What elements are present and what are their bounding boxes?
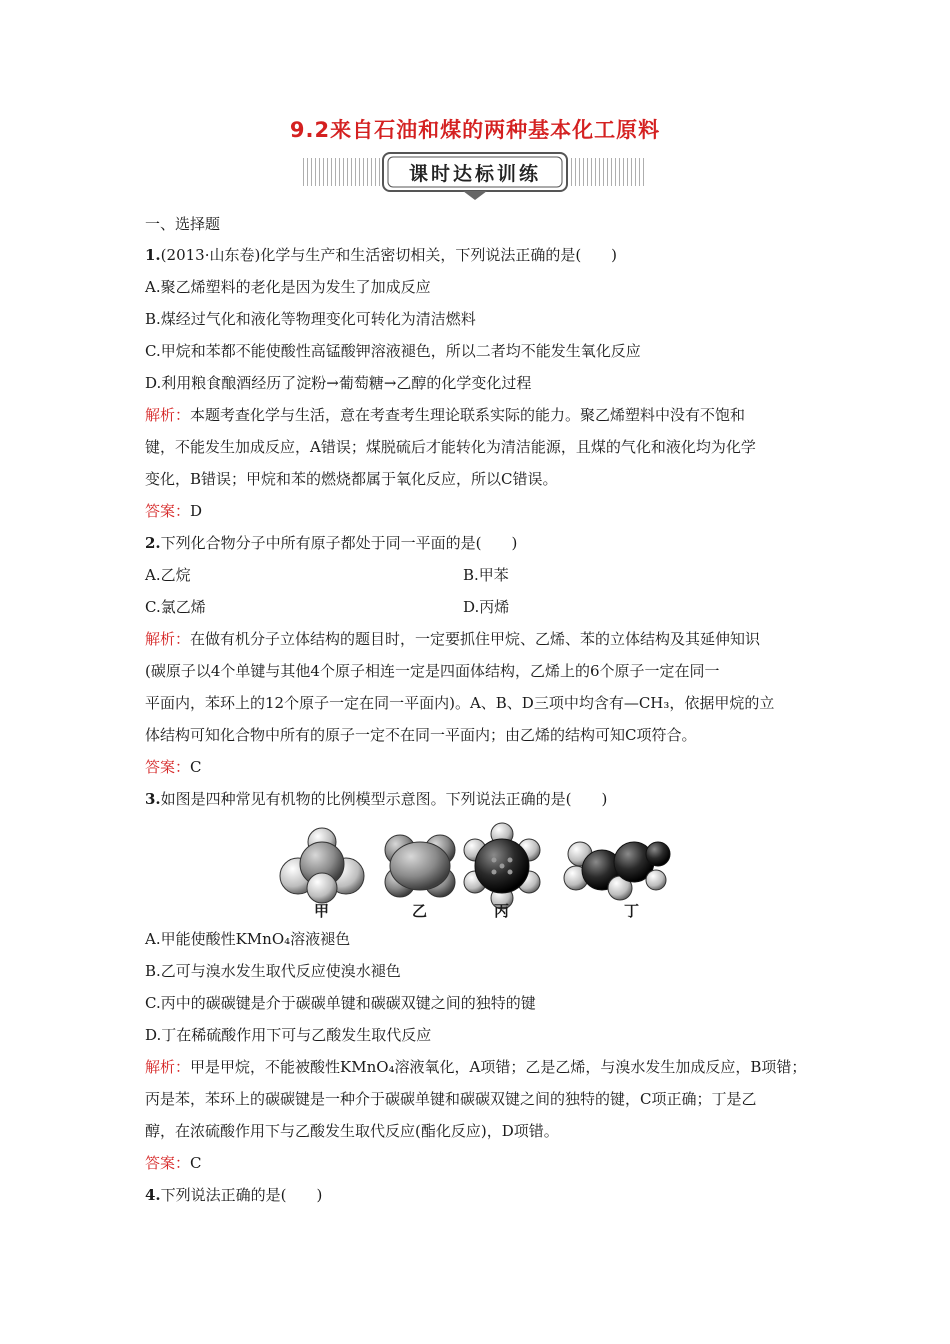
- q3-option-b: B.乙可与溴水发生取代反应使溴水褪色: [145, 962, 401, 980]
- q2-analysis-line-2: (碳原子以4个单键与其他4个原子相连一定是四面体结构，乙烯上的6个原子一定在同一: [145, 662, 720, 680]
- question-3-stem: 3.如图是四种常见有机物的比例模型示意图。下列说法正确的是( ): [145, 790, 608, 808]
- q2-analysis-line-1: 解析：在做有机分子立体结构的题目时，一定要抓住甲烷、乙烯、苯的立体结构及其延伸知识: [145, 630, 761, 648]
- q2-option-a: A.乙烷: [145, 566, 191, 584]
- q1-analysis-line-2: 键，不能发生加成反应，A错误；煤脱硫后才能转化为清洁能源，且煤的气化和液化均为化学: [145, 438, 756, 456]
- ethanol-model: [564, 842, 670, 900]
- q2-option-b: B.甲苯: [463, 566, 509, 584]
- q3-answer: 答案：C: [145, 1154, 202, 1172]
- q1-analysis-line-3: 变化，B错误；甲烷和苯的燃烧都属于氧化反应，所以C错误。: [145, 470, 558, 488]
- question-2-stem: 2.下列化合物分子中所有原子都处于同一平面的是( ): [145, 534, 518, 552]
- figure-label-ding: 丁: [624, 902, 640, 920]
- q1-analysis-label: 解析：: [145, 406, 191, 424]
- page-title: 9.2来自石油和煤的两种基本化工原料: [289, 118, 661, 142]
- q1-analysis-line-1: 解析：本题考查化学与生活，意在考查考生理论联系实际的能力。聚乙烯塑料中没有不饱和: [145, 406, 746, 424]
- q3-analysis-line-3: 醇，在浓硫酸作用下与乙酸发生取代反应(酯化反应)，D项错。: [145, 1122, 559, 1140]
- q1-option-d: D.利用粮食酿酒经历了淀粉→葡萄糖→乙醇的化学变化过程: [145, 374, 532, 392]
- q1-option-b: B.煤经过气化和液化等物理变化可转化为清洁燃料: [145, 310, 476, 328]
- question-1-stem: 1.(2013·山东卷)化学与生产和生活密切相关，下列说法正确的是( ): [145, 246, 618, 264]
- q2-option-c: C.氯乙烯: [145, 598, 206, 616]
- figure-label-jia: 甲: [314, 902, 330, 920]
- q1-option-a: A.聚乙烯塑料的老化是因为发生了加成反应: [145, 278, 431, 296]
- q2-analysis-line-4: 体结构可知化合物中所有的原子一定不在同一平面内；由乙烯的结构可知C项符合。: [145, 726, 697, 744]
- q3-option-c: C.丙中的碳碳键是介于碳碳单键和碳碳双键之间的独特的键: [145, 994, 536, 1012]
- benzene-model: [464, 823, 540, 909]
- figure-label-bing: 丙: [494, 902, 510, 920]
- q2-analysis-line-3: 平面内，苯环上的12个原子一定在同一平面内)。A、B、D三项中均含有—CH₃，依据甲烷的立: [145, 694, 775, 712]
- q3-option-a: A.甲能使酸性KMnO₄溶液褪色: [145, 930, 351, 948]
- banner-label: 课时达标训练: [408, 163, 541, 185]
- molecule-models-figure: [274, 818, 674, 924]
- ethylene-model: [385, 835, 455, 897]
- question-4-stem: 4.下列说法正确的是( ): [145, 1186, 323, 1204]
- q2-option-d: D.丙烯: [463, 598, 510, 616]
- q2-answer: 答案：C: [145, 758, 202, 776]
- figure-label-yi: 乙: [412, 902, 428, 920]
- q2-analysis-label: 解析：: [145, 630, 191, 648]
- q1-option-c: C.甲烷和苯都不能使酸性高锰酸钾溶液褪色，所以二者均不能发生氧化反应: [145, 342, 641, 360]
- q3-analysis-label: 解析：: [145, 1058, 191, 1076]
- q3-option-d: D.丁在稀硫酸作用下可与乙酸发生取代反应: [145, 1026, 432, 1044]
- q3-analysis-line-1: 解析：甲是甲烷，不能被酸性KMnO₄溶液氧化，A项错；乙是乙烯，与溴水发生加成反应，B项错；: [145, 1058, 807, 1076]
- q1-answer: 答案：D: [145, 502, 203, 520]
- q3-analysis-line-2: 丙是苯，苯环上的碳碳键是一种介于碳碳单键和碳碳双键之间的独特的键，C项正确；丁是乙: [145, 1090, 757, 1108]
- methane-model: [280, 828, 364, 903]
- section-heading: 一、选择题: [145, 215, 221, 233]
